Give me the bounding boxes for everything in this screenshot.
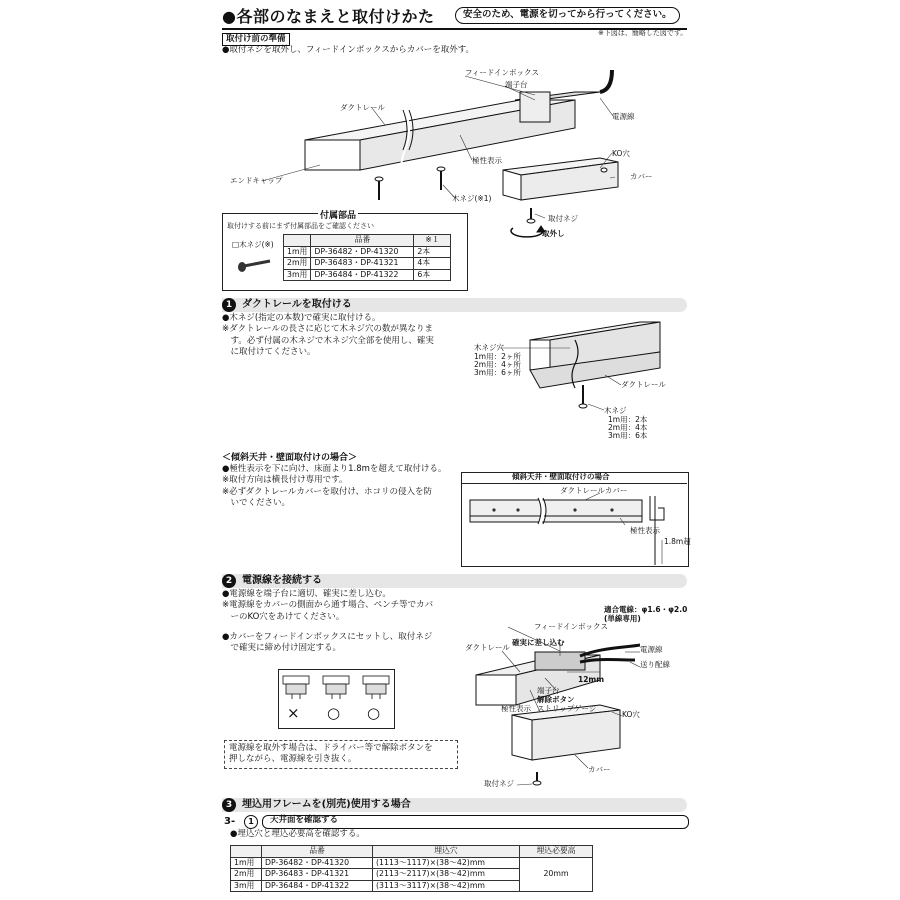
label-insert: 確実に差し込む: [512, 638, 565, 647]
section1-number: 1: [222, 298, 236, 312]
label-screw-hole: 木ネジ穴: [474, 343, 504, 352]
table-header-row: [231, 846, 593, 858]
table-cell: (2113〜2117)×(38〜42)mm: [373, 869, 520, 881]
incline-line: ●極性表示を下に向け、床面より1.8mを超えて取付ける。: [222, 464, 447, 474]
table-cell: DP-36484・DP-41322: [262, 880, 373, 892]
section1-title: ダクトレールを取付ける: [242, 299, 352, 310]
incline-line: ※必ずダクトレールカバーを取付け、ホコリの侵入を防: [222, 486, 433, 497]
label-polarity-2: 極性表示: [630, 526, 660, 535]
section2-line: で確実に締め付け固定する。: [222, 643, 342, 654]
section3-line: ●埋込穴と埋込必要高を確認する。: [230, 829, 365, 839]
label-strip-gauge: ストリップゲージ: [537, 704, 597, 713]
table-header-cell: 品番: [311, 235, 414, 247]
incline-box-title: 傾斜天井・壁面取付けの場合: [512, 472, 610, 481]
table-cell: 3m用: [231, 880, 262, 892]
table-header-cell: ※１: [414, 235, 451, 247]
accessories-title: 付属部品: [320, 211, 357, 221]
label-cover: カバー: [630, 172, 653, 181]
label-wire-spec2: (単線専用): [604, 614, 641, 623]
label-mount-screw-2: 取付ネジ: [484, 779, 514, 788]
table-header-cell: 埋込必要高: [520, 846, 593, 858]
label-duct-rail: ダクトレール: [340, 103, 385, 112]
incline-line: ※取付方向は横長付け専用です。: [222, 475, 348, 486]
label-feed-in-box-2: フィードインボックス: [534, 622, 608, 631]
remove-note-line: 電源線を取外す場合は、ドライバー等で解除ボタンを: [229, 743, 433, 753]
label-wood-screw-1: 木ネジ: [604, 406, 627, 415]
label-terminal-2: 端子台: [537, 686, 560, 695]
safety-notice: 安全のため、電源を切ってから行ってください。: [455, 7, 680, 24]
label-power-cord: 電源線: [612, 112, 635, 121]
page-title: ●各部のなまえと取付けかた: [222, 7, 435, 26]
section2-line: ーのKO穴をあけてください。: [222, 611, 345, 622]
label-remove: 取外し: [542, 229, 565, 238]
incline-line: いでください。: [222, 498, 291, 509]
label-jumper: 送り配線: [640, 660, 670, 669]
table-cell: 1m用: [231, 857, 262, 869]
mark-ok: ○: [327, 704, 341, 722]
incline-title: ＜傾斜天井・壁面取付けの場合＞: [222, 453, 358, 463]
table-cell: 3m用: [284, 269, 311, 281]
table-cell: 2m用: [284, 258, 311, 270]
label-screw-2m: 2m用：4本: [608, 423, 648, 432]
table-cell: 2m用: [231, 869, 262, 881]
wood-screw-item: □木ネジ(※): [232, 240, 274, 249]
label-release: 解除ボタン: [537, 695, 575, 704]
remove-note-line: 押しながら、電源線を引き抜く。: [229, 754, 357, 765]
table-header-cell: 埋込穴: [373, 846, 520, 858]
section1-line: ※ダクトレールの長さに応じて木ネジ穴の数が異なりま: [222, 324, 433, 335]
label-hole-3m: 3m用：6ヶ所: [474, 368, 521, 377]
label-power-cord-2: 電源線: [640, 645, 663, 654]
section2-line: ●カバーをフィードインボックスにセットし、取付ネジ: [222, 632, 433, 642]
label-rail-cover: ダクトレールカバー: [560, 486, 628, 495]
table-cell: DP-36482・DP-41320: [311, 246, 414, 258]
subsection-number: 1: [244, 815, 258, 829]
table-header-cell: [231, 846, 262, 858]
label-screw-1m: 1m用：2本: [608, 415, 648, 424]
table-cell: 2本: [414, 246, 451, 258]
section2-line: ●電源線を端子台に適切、確実に差し込む。: [222, 589, 391, 599]
label-hole-1m: 1m用：2ヶ所: [474, 352, 521, 361]
section3-number: 3: [222, 798, 236, 812]
mark-ng: ×: [287, 704, 300, 722]
table-cell: DP-36483・DP-41321: [262, 869, 373, 881]
label-polarity: 極性表示: [472, 156, 502, 165]
table-header-cell: 品番: [262, 846, 373, 858]
table-cell: 20mm: [520, 857, 593, 892]
label-ko-hole-2: KO穴: [622, 710, 640, 719]
label-terminal: 端子台: [505, 80, 528, 89]
label-ko-hole: KO穴: [612, 149, 630, 158]
label-height: 1.8m超: [664, 537, 691, 546]
mark-ok: ○: [367, 704, 381, 722]
label-duct-rail-2: ダクトレール: [465, 643, 510, 652]
diagram-note: ※下図は、簡略した図です。: [598, 29, 688, 37]
label-wood-screw: 木ネジ(※1): [452, 194, 492, 203]
label-wire-spec: 適合電線：φ1.6・φ2.0: [604, 605, 688, 614]
label-end-cap: エンドキャップ: [230, 176, 283, 185]
subsection-title: 天井面を確認する: [270, 815, 339, 825]
embed-table: [230, 845, 593, 892]
table-cell: 1m用: [284, 246, 311, 258]
label-feed-in-box: フィードインボックス: [465, 68, 539, 77]
section2-title: 電源線を接続する: [242, 575, 322, 586]
prep-text: ●取付ネジを取外し、フィードインボックスからカバーを取外す。: [222, 45, 475, 55]
table-row: [231, 857, 593, 869]
table-cell: DP-36484・DP-41322: [311, 269, 414, 281]
table-cell: DP-36483・DP-41321: [311, 258, 414, 270]
label-length: 12mm: [578, 675, 605, 684]
table-cell: DP-36482・DP-41320: [262, 857, 373, 869]
label-polarity-3: 極性表示: [501, 704, 531, 713]
label-cover-2: カバー: [588, 765, 611, 774]
section3-title: 埋込用フレームを(別売)使用する場合: [242, 799, 411, 810]
section2-number: 2: [222, 574, 236, 588]
section1-line: に取付けてください。: [222, 347, 316, 358]
label-mount-screw: 取付ネジ: [548, 214, 578, 223]
label-hole-2m: 2m用：4ヶ所: [474, 360, 521, 369]
section1-line: す。必ず付属の木ネジで木ネジ穴全部を使用し、確実: [222, 335, 434, 346]
table-cell: (3113〜3117)×(38〜42)mm: [373, 880, 520, 892]
table-cell: 6本: [414, 269, 451, 281]
section1-line: ●木ネジ(指定の本数)で確実に取付ける。: [222, 313, 381, 323]
prep-tag: 取付け前の準備: [222, 33, 290, 46]
section2-line: ※電源線をカバーの側面から通す場合、ペンチ等でカバ: [222, 600, 434, 611]
label-screw-3m: 3m用：6本: [608, 431, 648, 440]
table-cell: (1113〜1117)×(38〜42)mm: [373, 857, 520, 869]
label-duct-rail-1: ダクトレール: [621, 380, 666, 389]
table-cell: 4本: [414, 258, 451, 270]
subsection-prefix: 3-: [224, 816, 236, 827]
accessories-subtitle: 取付けする前にまず付属部品をご確認ください: [227, 222, 374, 230]
